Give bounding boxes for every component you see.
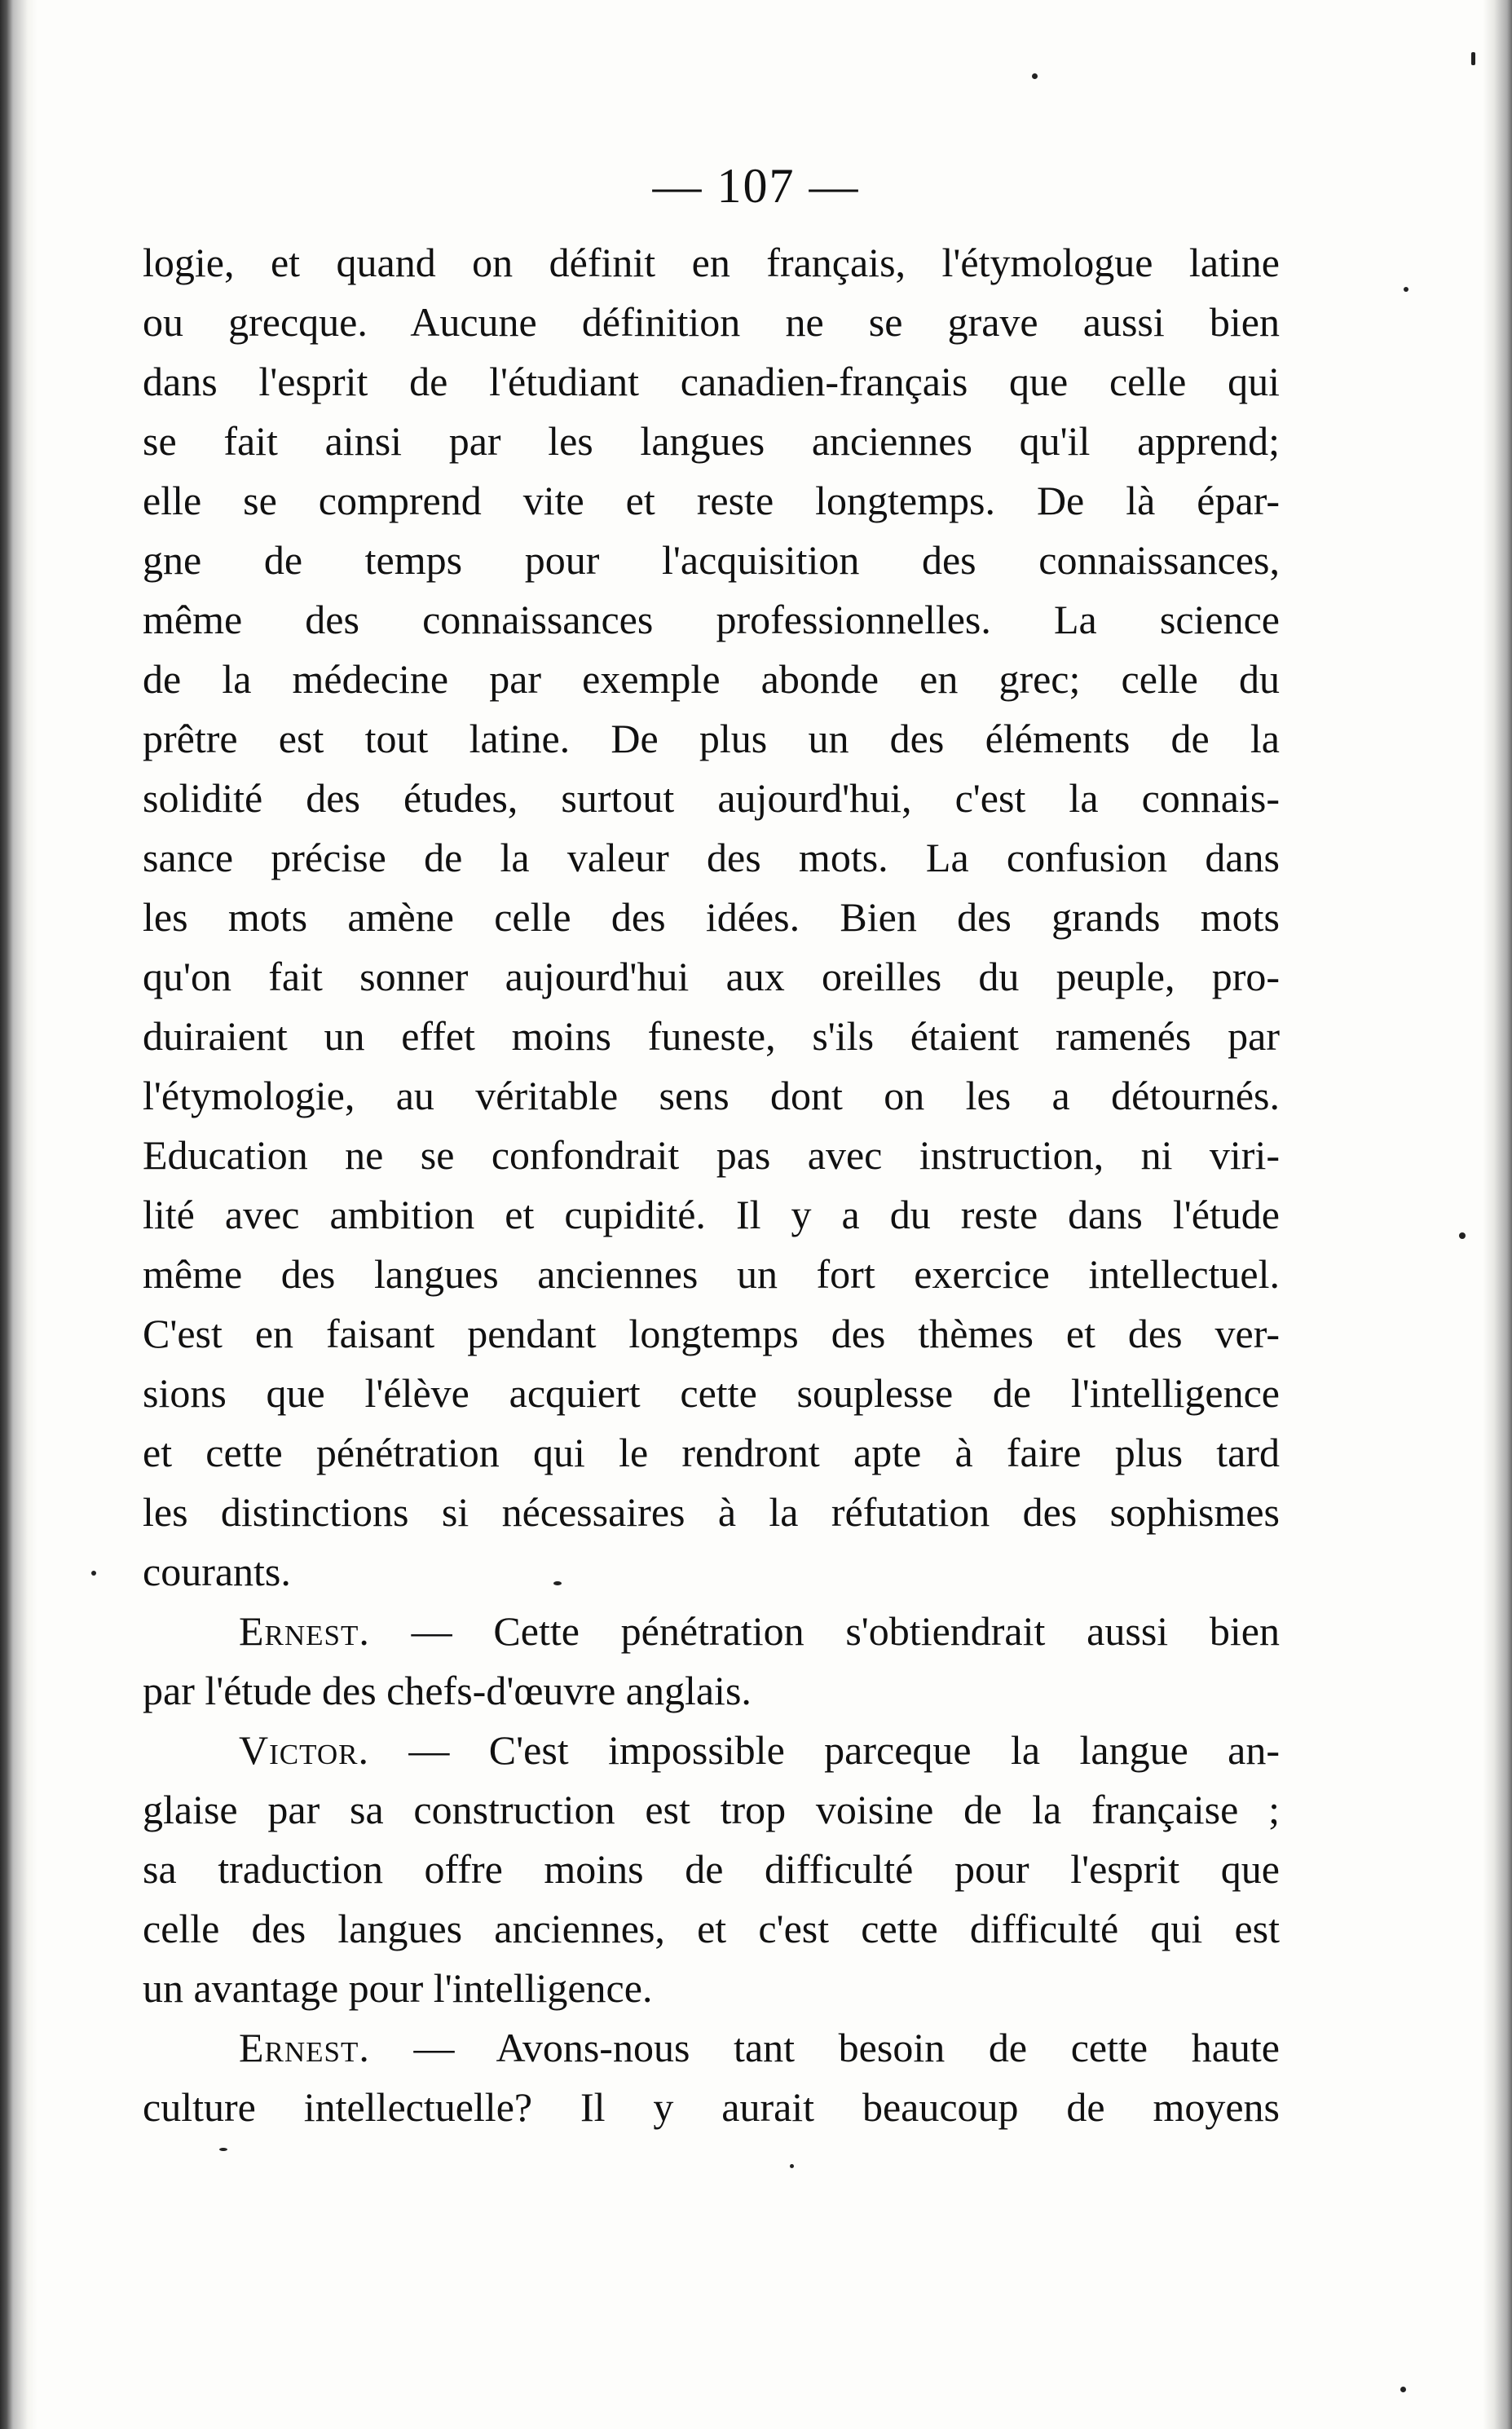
text-line: dans l'esprit de l'étudiant canadien-français que celle qui bbox=[143, 359, 1280, 404]
text-line: se fait ainsi par les langues anciennes qu'il apprend; bbox=[143, 418, 1280, 464]
dialogue-line: glaise par sa construction est trop voisine de la française ; bbox=[143, 1787, 1280, 1832]
print-speck bbox=[91, 1571, 96, 1576]
print-speck bbox=[790, 2164, 794, 2168]
print-speck bbox=[1459, 1232, 1466, 1239]
dialogue-line bbox=[143, 1721, 1280, 1780]
text-line: les mots amène celle des idées. Bien des grands mots bbox=[143, 894, 1280, 940]
dialogue-text: — Avons-nous tant besoin de cette haute bbox=[413, 2025, 1280, 2070]
text-line: et cette pénétration qui le rendront apte à faire plus tard bbox=[143, 1430, 1280, 1475]
speaker-name: Ernest. bbox=[239, 2025, 370, 2070]
text-line: duiraient un effet moins funeste, s'ils étaient ramenés par bbox=[143, 1013, 1280, 1059]
dialogue-line bbox=[143, 2018, 1280, 2078]
text-line: qu'on fait sonner aujourd'hui aux oreilles du peuple, pro- bbox=[143, 954, 1280, 999]
print-speck bbox=[1404, 287, 1408, 292]
print-speck bbox=[1032, 73, 1038, 79]
text-line: les distinctions si nécessaires à la réfutation des sophismes bbox=[143, 1489, 1280, 1535]
text-line: l'étymologie, au véritable sens dont on les a détournés. bbox=[143, 1073, 1280, 1118]
page-number: — 107 — bbox=[652, 159, 860, 213]
text-line: courants. bbox=[143, 1549, 291, 1594]
text-line: lité avec ambition et cupidité. Il y a du reste dans l'étude bbox=[143, 1192, 1280, 1237]
dialogue-line bbox=[143, 1602, 1280, 1661]
page-binding-edge bbox=[0, 0, 37, 2429]
text-line: Education ne se confondrait pas avec instruction, ni viri- bbox=[143, 1132, 1280, 1178]
page-outer-edge bbox=[1483, 0, 1512, 2429]
text-line: elle se comprend vite et reste longtemps. De là épar- bbox=[143, 478, 1280, 523]
text-line: même des langues anciennes un fort exercice intellectuel. bbox=[143, 1251, 1280, 1297]
text-line: logie, et quand on définit en français, l'étymologue latine bbox=[143, 240, 1280, 285]
text-line: solidité des études, surtout aujourd'hui, c'est la connais- bbox=[143, 775, 1280, 821]
text-line: même des connaissances professionnelles. La science bbox=[143, 597, 1280, 642]
dialogue-line: par l'étude des chefs-d'œuvre anglais. bbox=[143, 1668, 752, 1713]
print-speck bbox=[1471, 52, 1475, 65]
dialogue-text: — Cette pénétration s'obtiendrait aussi bien bbox=[411, 1608, 1281, 1654]
body-text bbox=[143, 233, 1280, 2137]
speaker-name: Ernest. bbox=[239, 1608, 370, 1654]
dialogue-line: culture intellectuelle? Il y aurait beaucoup de moyens bbox=[143, 2084, 1280, 2130]
text-line: gne de temps pour l'acquisition des connaissances, bbox=[143, 537, 1280, 583]
speaker-name: Victor. bbox=[239, 1727, 369, 1773]
text-line: C'est en faisant pendant longtemps des thèmes et des ver- bbox=[143, 1311, 1280, 1356]
text-line: prêtre est tout latine. De plus un des éléments de la bbox=[143, 716, 1280, 761]
dialogue-line: un avantage pour l'intelligence. bbox=[143, 1965, 653, 2011]
text-line: sions que l'élève acquiert cette souplesse de l'intelligence bbox=[143, 1370, 1280, 1416]
dialogue-line: sa traduction offre moins de difficulté pour l'esprit que bbox=[143, 1846, 1280, 1892]
print-speck bbox=[1400, 2387, 1406, 2392]
print-speck bbox=[219, 2148, 227, 2151]
dialogue-line: celle des langues anciennes, et c'est cette difficulté qui est bbox=[143, 1906, 1280, 1951]
text-line: sance précise de la valeur des mots. La confusion dans bbox=[143, 835, 1280, 880]
text-line: ou grecque. Aucune définition ne se grave aussi bien bbox=[143, 299, 1280, 345]
text-line: de la médecine par exemple abonde en grec; celle du bbox=[143, 656, 1280, 702]
dialogue-text: — C'est impossible parceque la langue an- bbox=[408, 1727, 1280, 1773]
